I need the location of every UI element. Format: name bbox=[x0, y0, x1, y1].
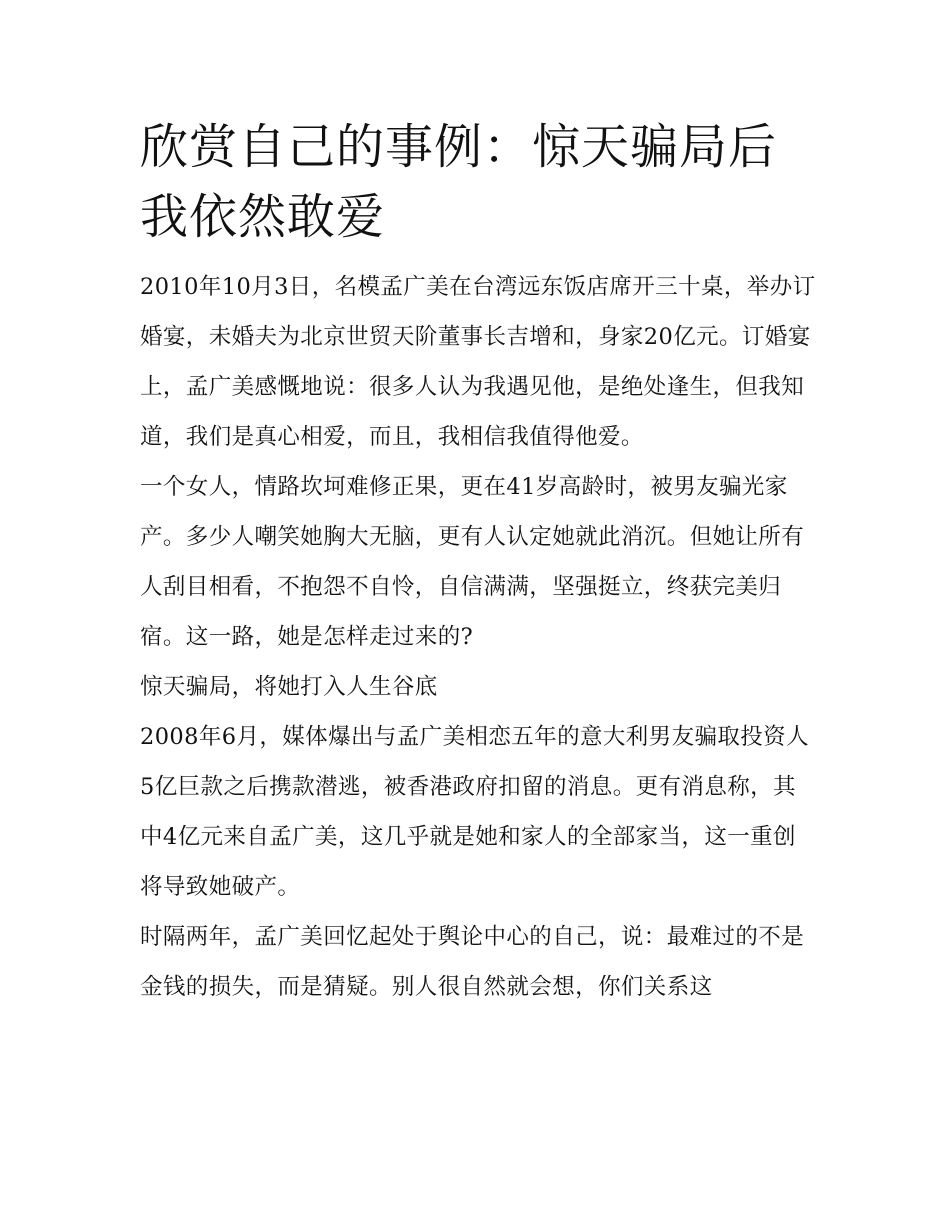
document-page bbox=[140, 112, 816, 1012]
document-body bbox=[140, 262, 816, 1012]
section-heading: 惊天骗局，将她打入人生谷底 bbox=[140, 674, 438, 700]
paragraph-engagement: 2010年10月3日，名模孟广美在台湾远东饭店席开三十桌，举办订婚宴，未婚夫为北京世贸天阶董事长吉增和，身家20亿元。订婚宴上，孟广美感慨地说：很多人认为我遇见他，是绝处逢生，但我知道，我们是真心相爱，而且，我相信我值得他爱。 bbox=[140, 274, 816, 450]
paragraph-intro: 一个女人，情路坎坷难修正果，更在41岁高龄时，被男友骗光家产。多少人嘲笑她胸大无脑，更有人认定她就此消沉。但她让所有人刮目相看，不抱怨不自怜，自信满满，坚强挺立，终获完美归宿。这一路，她是怎样走过来的? bbox=[140, 474, 805, 650]
paragraph-recollection: 时隔两年，孟广美回忆起处于舆论中心的自己，说：最难过的不是金钱的损失，而是猜疑。别人很自然就会想，你们关系这 bbox=[140, 924, 805, 1000]
document-title: 欣赏自己的事例：惊天骗局后我依然敢爱 bbox=[140, 119, 778, 245]
paragraph-scandal: 2008年6月，媒体爆出与孟广美相恋五年的意大利男友骗取投资人5亿巨款之后携款潜逃，被香港政府扣留的消息。更有消息称，其中4亿元来自孟广美，这几乎就是她和家人的全部家当，这一重创将导致她破产。 bbox=[140, 724, 809, 900]
